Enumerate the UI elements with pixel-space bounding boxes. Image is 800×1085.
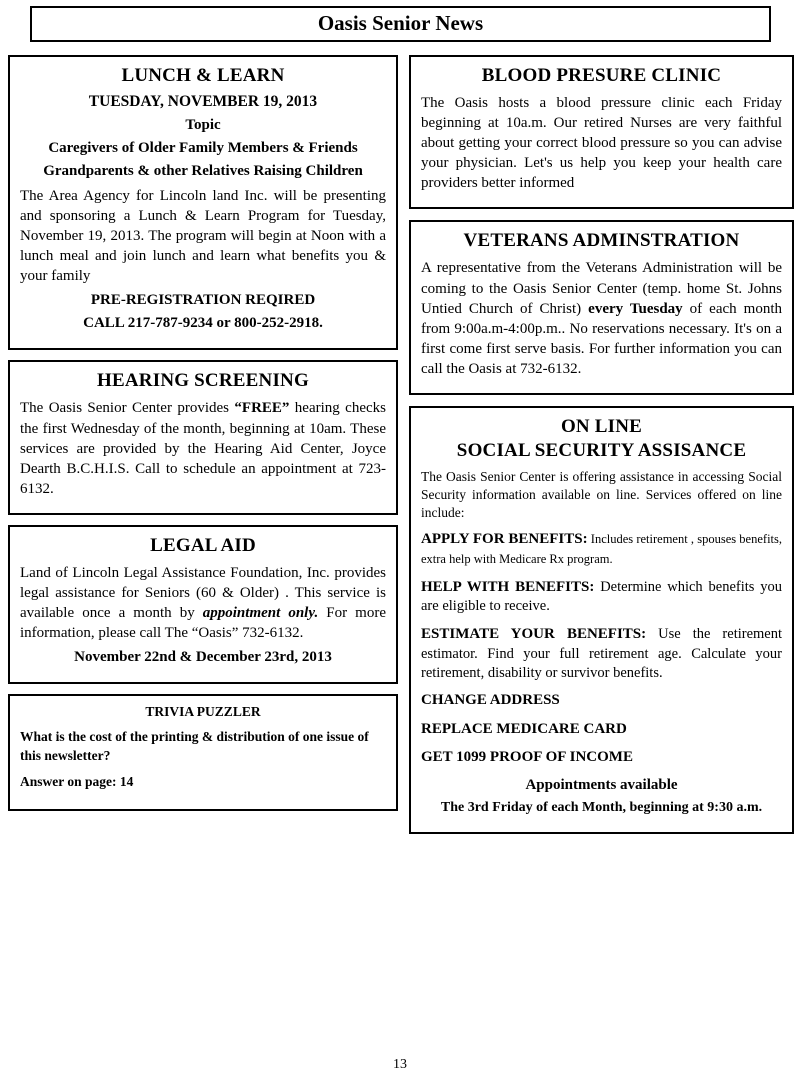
blood-pressure-title: BLOOD PRESURE CLINIC <box>481 65 722 86</box>
lunch-learn-preregistration: PRE-REGISTRATION REQIRED <box>90 292 316 309</box>
item-apply-desc: Includes retirement , spouses benefits, extra help with Medicare Rx program. <box>421 532 783 566</box>
hearing-body-text: The Oasis Senior Center provides <box>20 400 235 417</box>
item-apply-label: APPLY FOR BENEFITS: <box>421 531 588 548</box>
social-security-item-1099 <box>421 748 782 768</box>
veterans-body <box>421 258 782 379</box>
social-security-schedule: The 3rd Friday of each Month, beginning at 9:30 a.m. <box>440 799 763 815</box>
section-veterans-administration <box>409 220 794 395</box>
social-security-item-estimate <box>421 625 782 682</box>
legal-aid-body-text: Land of Lincoln Legal Assistance Foundation, Inc. provides legal assistance for Seniors (60 & Older) . This service is available once a month by <box>20 564 386 622</box>
trivia-title: TRIVIA PUZZLER <box>145 704 261 720</box>
veterans-body-text: A representative from the Veterans Administration will be coming to the Oasis Senior Center (temp. home St. Johns Untied Church of Christ) <box>421 260 782 317</box>
left-column <box>8 55 398 834</box>
section-legal-aid <box>8 525 398 684</box>
trivia-answer-note: Answer on page: 14 <box>20 773 134 789</box>
item-replace-medicare-label: REPLACE MEDICARE CARD <box>421 720 627 737</box>
item-estimate-desc: Use the retirement estimator. Find your full retirement age. Calculate your retirement, disability or survivor benefits. <box>421 626 783 681</box>
section-hearing-screening <box>8 360 398 514</box>
page-number: 13 <box>393 1057 407 1072</box>
right-column <box>409 55 794 834</box>
trivia-question: What is the cost of the printing & distribution of one issue of this newsletter? <box>20 729 369 763</box>
item-help-label: HELP WITH BENEFITS: <box>421 578 595 595</box>
social-security-intro: The Oasis Senior Center is offering assistance in accessing Social Security information available on line. Services offered on line include: <box>421 469 782 520</box>
item-1099-label: GET 1099 PROOF OF INCOME <box>421 749 633 766</box>
social-security-item-help <box>421 578 782 616</box>
veterans-body-text-2: of each month from 9:00a.m-4:00p.m.. No reservations necessary. It's on a first come first serve basis. For further information you can call the Oasis at 732-6132. <box>421 300 782 377</box>
social-security-item-replace-medicare <box>421 720 782 740</box>
blood-pressure-body: The Oasis hosts a blood pressure clinic each Friday beginning at 10a.m. Our retired Nurses are very faithful about getting your correct blood pressure so you can advise your physician. Let's us help you keep your health care providers better informed <box>421 95 782 192</box>
hearing-body-bold: “FREE” <box>234 400 290 417</box>
lunch-learn-date: TUESDAY, NOVEMBER 19, 2013 <box>88 93 318 110</box>
hearing-body-text-2: hearing checks the first Wednesday of the month, beginning at 10am. These services are provided by the Hearing Aid Center, Joyce Dearth B.C.H.I.S. Call to schedule an appointment at 723-6132. <box>20 400 386 497</box>
legal-aid-body-text-2: For more information, please call The “Oasis” 732-6132. <box>20 605 386 642</box>
page-title: Oasis Senior News <box>30 6 771 42</box>
legal-aid-body-emphasis: appointment only. <box>202 605 319 622</box>
social-security-item-apply <box>421 530 782 568</box>
legal-aid-body <box>20 563 386 643</box>
veterans-title: VETERANS ADMINSTRATION <box>463 230 740 252</box>
legal-aid-dates: November 22nd & December 23rd, 2013 <box>74 649 332 666</box>
social-security-item-change-address <box>421 691 782 711</box>
section-blood-pressure-clinic <box>409 55 794 209</box>
veterans-body-bold: every Tuesday <box>588 300 683 317</box>
social-security-title-line2: SOCIAL SECURITY ASSISANCE <box>456 440 747 462</box>
item-help-desc: Determine which benefits you are eligible to receive. <box>421 578 782 615</box>
legal-aid-title: LEGAL AID <box>150 534 256 556</box>
lunch-learn-topic-line1: Caregivers of Older Family Members & Friends <box>48 140 358 156</box>
item-estimate-label: ESTIMATE YOUR BENEFITS: <box>421 626 647 643</box>
content-columns <box>8 55 794 834</box>
section-trivia-puzzler <box>8 694 398 811</box>
lunch-learn-title: LUNCH & LEARN <box>121 65 285 86</box>
hearing-screening-title: HEARING SCREENING <box>97 370 309 392</box>
item-change-address-label: CHANGE ADDRESS <box>421 692 560 709</box>
lunch-learn-body: The Area Agency for Lincoln land Inc. will be presenting and sponsoring a Lunch & Learn Program for Tuesday, November 19, 2013. The program will begin at Noon with a lunch meal and join lunch and learn what benefits you & your family <box>20 188 386 285</box>
lunch-learn-topic-line2: Grandparents & other Relatives Raising Children <box>43 163 363 179</box>
social-security-title-line1: ON LINE <box>560 416 643 438</box>
hearing-screening-body <box>20 398 386 498</box>
lunch-learn-call-line: CALL 217-787-9234 or 800-252-2918. <box>83 315 323 332</box>
section-lunch-and-learn <box>8 55 398 350</box>
social-security-appointments: Appointments available <box>525 776 678 793</box>
section-social-security-assistance <box>409 406 794 834</box>
lunch-learn-topic-label: Topic <box>185 117 221 133</box>
